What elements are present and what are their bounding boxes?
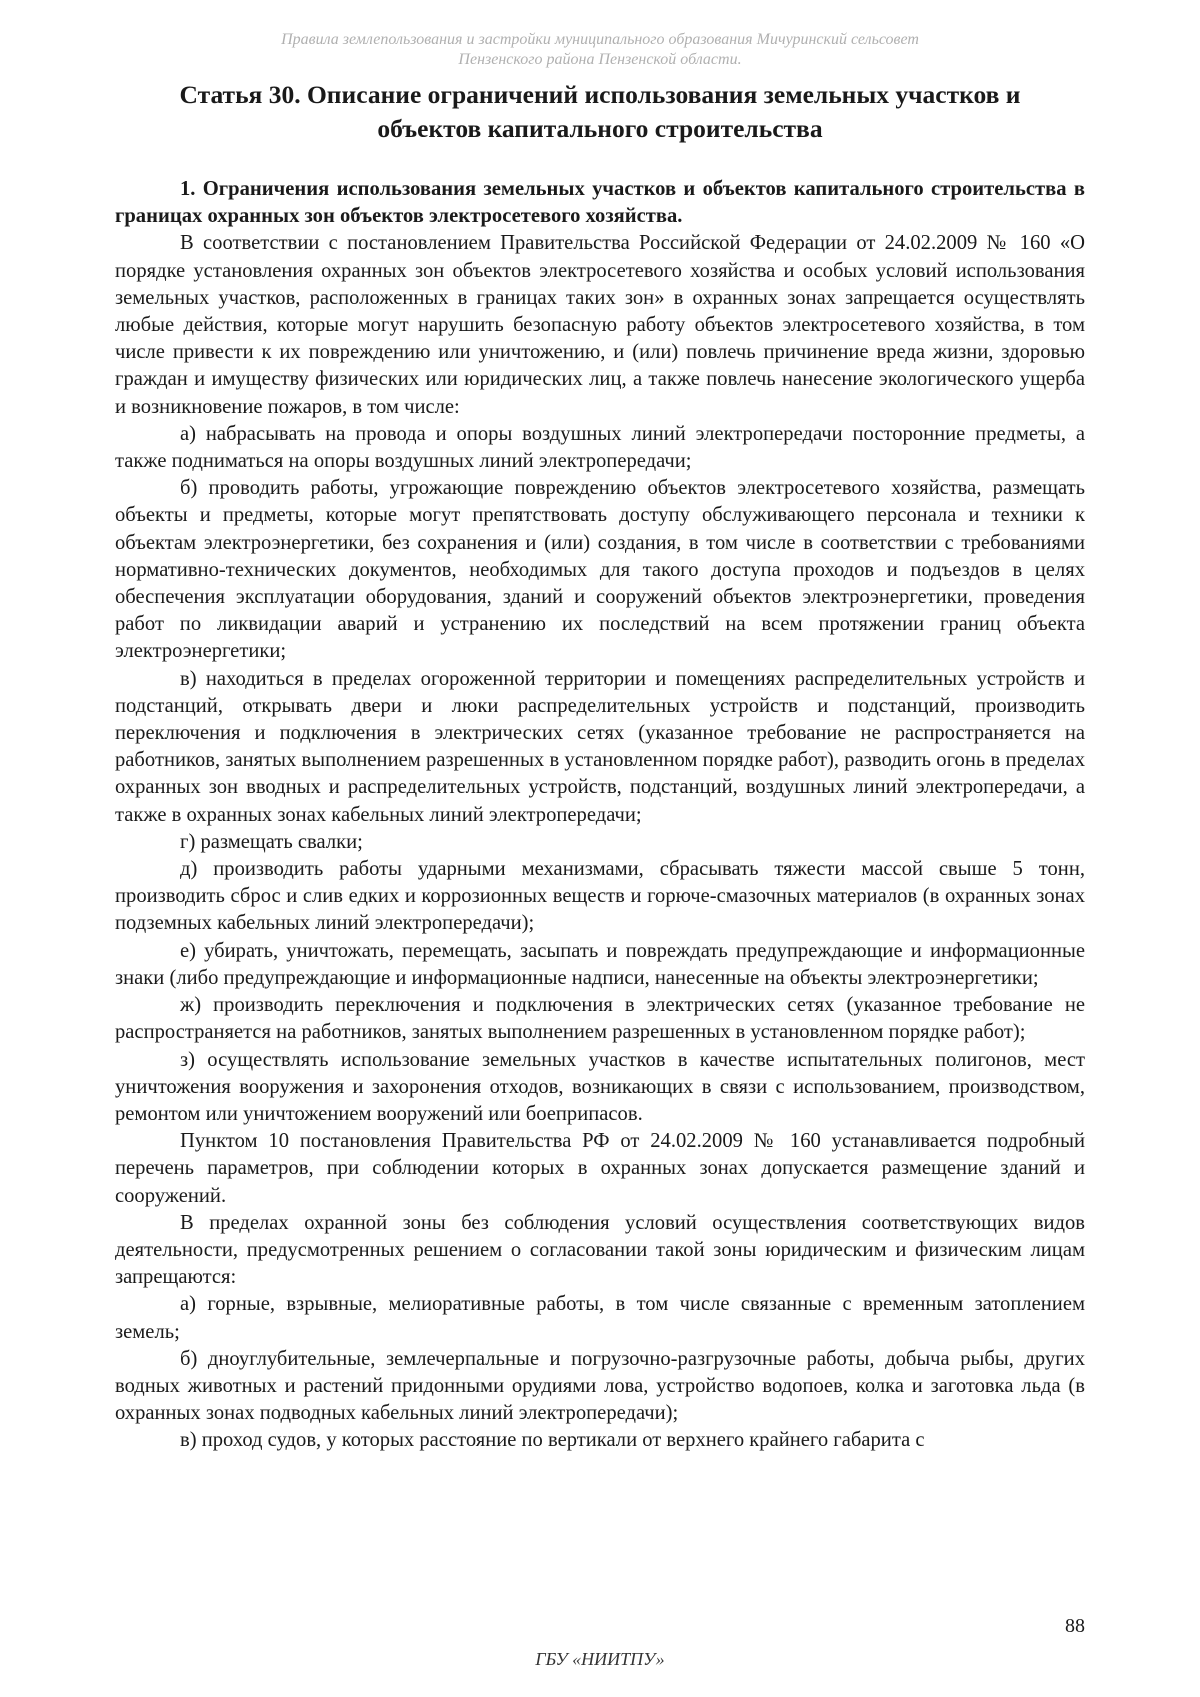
list-item-a: а) набрасывать на провода и опоры воздушных линий электропередачи посторонние предметы, а также подниматься на опоры воздушных линий электропередачи; — [115, 422, 1085, 473]
list-item-g: г) размещать свалки; — [180, 830, 363, 853]
list-item-a-2: а) горные, взрывные, мелиоративные работы, в том числе связанные с временным затоплением земель; — [115, 1293, 1085, 1343]
list-item-zh: ж) производить переключения и подключения в электрических сетях (указанное требование не распространяется на работников, занятых выполнением разрешенных в установленном порядке работ); — [115, 994, 1085, 1044]
list-item-b-2: б) дноуглубительные, землечерпальные и погрузочно-разгрузочные работы, добыча рыбы, других водных животных и растений придонными орудиями лова, устройство водопоев, колка и заготовка льда (в охранных зонах подводных кабельных линий электропередачи); — [115, 1347, 1085, 1425]
list-item-b: б) проводить работы, угрожающие повреждению объектов электросетевого хозяйства, размещать объекты и предметы, которые могут препятствовать доступу обслуживающего персонала и техники к объектам электроэнергетики, без сохранения и (или) создания, в том числе в соответствии с требованиями нормативно-технических документов, необходимых для такого доступа проходов и подъездов в целях обеспечения эксплуатации оборудования, зданий и сооружений объектов электроэнергетики, проведения работ по ликвидации аварий и устранению их последствий на всем протяжении границ объекта электроэнергетики; — [115, 477, 1085, 663]
page-number: 88 — [1065, 1615, 1085, 1637]
article-title-line-1: Статья 30. Описание ограничений использования земельных участков и — [179, 80, 1021, 109]
list-item-v-2: в) проход судов, у которых расстояние по вертикали от верхнего крайнего габарита с — [180, 1429, 925, 1452]
paragraph-prohibitions: В пределах охранной зоны без соблюдения условий осуществления соответствующих видов деятельности, предусмотренных решением о согласовании такой зоны юридическим и физическим лицам запрещаются: — [115, 1211, 1085, 1289]
article-title-line-2: объектов капитального строительства — [377, 114, 823, 143]
list-item-e: е) убирать, уничтожать, перемещать, засыпать и повреждать предупреждающие и информационные знаки (либо предупреждающие и информационные надписи, нанесенные на объекты электроэнергетики; — [115, 939, 1085, 989]
running-header-line-2: Пензенского района Пензенской области. — [458, 51, 742, 68]
running-header-line-1: Правила землепользования и застройки муниципального образования Мичуринский сельсовет — [281, 31, 919, 48]
list-item-v: в) находиться в пределах огороженной территории и помещениях распределительных устройств и подстанций, открывать двери и люки распределительных устройств и подстанций, производить переключения и подключения в электрических сетях (указанное требование не распространяется на работников, занятых выполнением разрешенных в установленном порядке работ), разводить огонь в пределах охранных зон вводных и распределительных устройств, подстанций, воздушных линий электропередачи, а также в охранных зонах кабельных линий электропередачи; — [115, 667, 1085, 826]
section-heading: 1. Ограничения использования земельных участков и объектов капитального строительства в границах охранных зон объектов электросетевого хозяйства. — [115, 178, 1085, 228]
paragraph-intro: В соответствии с постановлением Правительства Российской Федерации от 24.02.2009 № 160 «О порядке установления охранных зон объектов электросетевого хозяйства и особых условий использования земельных участков, расположенных в границах таких зон» в охранных зонах запрещается осуществлять любые действия, которые могут нарушить безопасную работу объектов электросетевого хозяйства, в том числе привести к их повреждению или уничтожению, и (или) повлечь причинение вреда жизни, здоровью граждан и имуществу физических или юридических лиц, а также повлечь нанесение экологического ущерба и возникновение пожаров, в том числе: — [115, 232, 1085, 418]
paragraph-point-10: Пунктом 10 постановления Правительства РФ от 24.02.2009 № 160 устанавливается подробный перечень параметров, при соблюдении которых в охранных зонах допускается размещение зданий и сооружений. — [115, 1130, 1085, 1207]
list-item-d: д) производить работы ударными механизмами, сбрасывать тяжести массой свыше 5 тонн, производить сброс и слив едких и коррозионных веществ и горюче-смазочных материалов (в охранных зонах подземных кабельных линий электропередачи); — [115, 858, 1085, 935]
running-header — [150, 30, 1050, 70]
running-footer: ГБУ «НИИТПУ» — [535, 1649, 665, 1669]
list-item-z: з) осуществлять использование земельных участков в качестве испытательных полигонов, мест уничтожения вооружения и захоронения отходов, возникающих в связи с использованием, производством, ремонтом или уничтожением вооружений или боеприпасов. — [115, 1048, 1085, 1125]
article-title — [120, 78, 1080, 146]
article-body — [115, 176, 1085, 1455]
